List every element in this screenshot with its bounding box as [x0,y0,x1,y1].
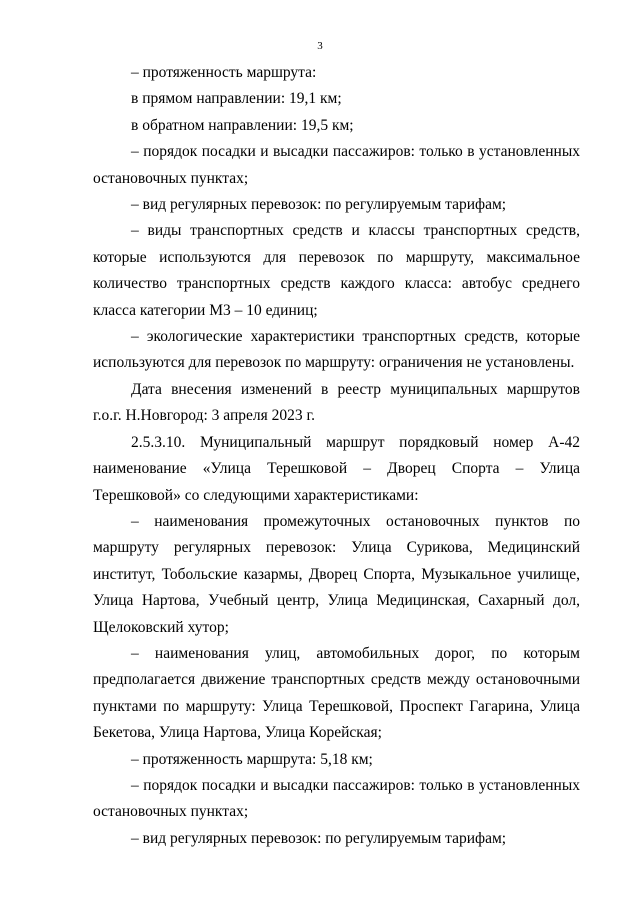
paragraph-route-a42-length: – протяженность маршрута: 5,18 км; [131,750,373,768]
paragraph-registry-date: Дата внесения изменений в реестр муниципальных маршрутов г.о.г. Н.Новгород: 3 апреля 2023 г. [93,380,580,425]
paragraph-route-a42-title: 2.5.3.10. Муниципальный маршрут порядковый номер А-42 наименование «Улица Терешковой – Дворец Спорта – Улица Терешковой» со следующими характеристиками: [93,433,580,504]
paragraph-ecological: – экологические характеристики транспортных средств, которые используются для перевозок по маршруту: ограничения не установлены. [93,328,580,372]
paragraph-route-length-heading: – протяженность маршрута: [131,64,317,81]
paragraph-transport-type: – вид регулярных перевозок: по регулируемым тарифам; [131,196,507,214]
paragraph-forward-length: в прямом направлении: 19,1 км; [131,90,342,108]
paragraph-transport-type-a42: – вид регулярных перевозок: по регулируемым тарифам; [131,829,507,847]
page-number: 3 [317,40,323,52]
document-body [93,60,580,852]
paragraph-streets: – наименования улиц, автомобильных дорог, по которым предполагается движение транспортных средств между остановочными пунктами по маршруту: Улица Терешковой, Проспект Гагарина, Улица Бекетова, Улица Нартова, Улица Корейская; [93,644,580,742]
paragraph-intermediate-stops: – наименования промежуточных остановочных пунктов по маршруту регулярных перевозок: Улица Сурикова, Медицинский институт, Тобольские казармы, Дворец Спорта, Музыкальное училище, Улица Нартова, Учебный центр, Улица Медицинская, Сахарный дол, Щелоковский хутор; [93,512,580,636]
paragraph-boarding-order: – порядок посадки и высадки пассажиров: только в установленных остановочных пунктах; [93,143,580,187]
paragraph-vehicle-classes: – виды транспортных средств и классы транспортных средств, которые используются для перевозок по маршруту, максимальное количество транспортных средств каждого класса: автобус среднего класса категории М3 – 10 единиц; [93,222,580,319]
paragraph-reverse-length: в обратном направлении: 19,5 км; [131,116,354,134]
paragraph-boarding-order-a42: – порядок посадки и высадки пассажиров: только в установленных остановочных пунктах; [93,776,580,821]
